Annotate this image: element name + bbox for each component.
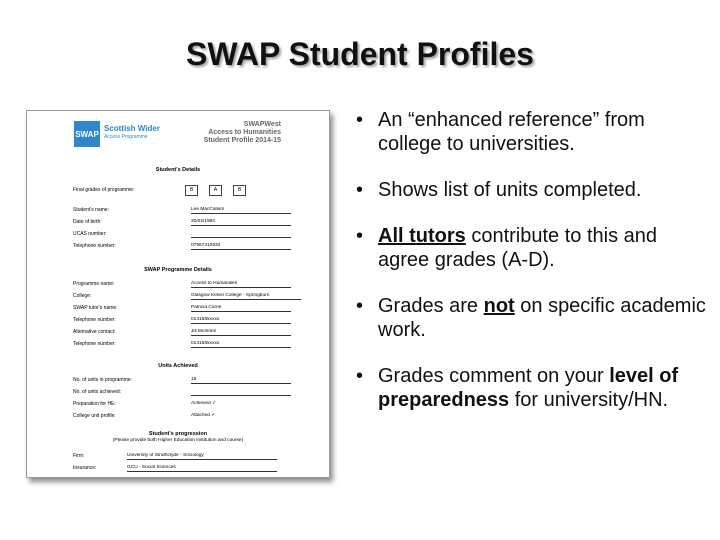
bullet-item [356, 364, 706, 412]
bullet-dot-icon: • [356, 179, 364, 201]
bullet-item [356, 294, 706, 342]
units-label: Preparation for HE: [73, 401, 116, 407]
swap-logo-text [104, 124, 160, 142]
programme-row [73, 317, 313, 325]
programme-label: Telephone number: [73, 341, 116, 347]
programme-value: Access to Humanities [191, 281, 291, 288]
bullet-text: for university/HN. [509, 389, 669, 411]
bullet-emphasis: All tutors [378, 225, 466, 247]
detail-label: Date of birth: [73, 219, 102, 225]
programme-label: SWAP tutor's name: [73, 305, 118, 311]
units-row [73, 401, 313, 409]
detail-row [73, 207, 313, 215]
bullet-text: contribute to this and agree grades (A-D). [378, 225, 658, 271]
units-row [73, 389, 313, 397]
programme-label: Programme name: [73, 281, 115, 287]
bullet-dot-icon: • [356, 109, 364, 131]
programme-details-title: SWAP Programme Details [144, 267, 212, 273]
bullet-dot-icon: • [356, 365, 364, 387]
units-value: Attached ✓ [191, 413, 216, 418]
detail-row [73, 243, 313, 251]
programme-row [73, 293, 313, 301]
detail-row [73, 231, 313, 239]
grade-box: B [233, 185, 246, 196]
document-header [204, 121, 281, 145]
progression-value: GCU - Social Sciences [127, 465, 277, 472]
slide-title: SWAP Student Profiles [186, 36, 534, 72]
progression-label: Firm: [73, 453, 85, 459]
programme-value: Glasgow Kelvin College - Springburn [191, 293, 301, 300]
bullet-emphasis: not [483, 295, 515, 317]
bullet-list [356, 108, 706, 412]
programme-row [73, 341, 313, 349]
header-line1: SWAPWest [243, 121, 281, 128]
programme-row [73, 329, 313, 337]
bullet-text: Shows list of units completed. [378, 179, 642, 201]
detail-label: Telephone number: [73, 243, 116, 249]
detail-value: 20/02/1982 [191, 219, 291, 226]
programme-row [73, 281, 313, 289]
programme-label: College: [73, 293, 92, 299]
units-achieved-title: Units Achieved [158, 363, 198, 369]
logo-sub: Access Programme [104, 134, 148, 140]
progression-label: Insurance: [73, 465, 97, 471]
units-value [191, 389, 291, 396]
bullet-dot-icon: • [356, 225, 364, 247]
student-profile-document [26, 110, 330, 478]
bullet-item [356, 178, 706, 202]
units-row [73, 377, 313, 385]
logo-name: Scottish Wider [104, 124, 160, 133]
units-row [73, 413, 313, 421]
units-value: Achieved ✓ [191, 401, 217, 406]
units-label: No. of units in programme: [73, 377, 132, 383]
units-label: No. of units achieved: [73, 389, 122, 395]
bullet-emphasis: level of preparedness [378, 365, 679, 411]
programme-value: Patricia Currie [191, 305, 291, 312]
bullet-item [356, 224, 706, 272]
units-value: 18 [191, 377, 291, 384]
progression-row [73, 465, 313, 473]
detail-label: UCAS number: [73, 231, 107, 237]
bullet-dot-icon: • [356, 295, 364, 317]
header-line2: Access to Humanities [208, 129, 281, 136]
programme-value: 0141555xxxx [191, 317, 291, 324]
programme-row [73, 305, 313, 313]
swap-logo: SWAP [74, 121, 100, 147]
final-grades-label: Final grades of programme: [73, 187, 135, 193]
detail-value: 07967310934 [191, 243, 291, 250]
bullet-text: Grades comment on your [378, 365, 610, 387]
bullet-text: on specific academic work. [378, 295, 706, 341]
detail-label: Student's name: [73, 207, 109, 213]
bullet-item [356, 108, 706, 156]
detail-value: Lee MacCallum [191, 207, 291, 214]
bullet-text: Grades are [378, 295, 484, 317]
progression-value: University of Strathclyde - Sociology [127, 453, 277, 460]
progression-note: (Please provide both Higher Education institution and course) [112, 438, 244, 443]
progression-title: Student's progression [148, 431, 208, 437]
detail-value [191, 231, 291, 238]
grade-box: A [209, 185, 222, 196]
detail-row [73, 219, 313, 227]
programme-value: Jill McInnes [191, 329, 291, 336]
students-details-title: Student's Details [155, 167, 201, 173]
programme-label: Alternative contact: [73, 329, 116, 335]
programme-value: 0141555xxxx [191, 341, 291, 348]
programme-label: Telephone number: [73, 317, 116, 323]
header-line3: Student Profile 2014-15 [203, 137, 281, 144]
bullet-text: An “enhanced reference” from college to universities. [378, 109, 645, 155]
grade-box: B [185, 185, 198, 196]
progression-row [73, 453, 313, 461]
units-label: College unit profile: [73, 413, 116, 419]
